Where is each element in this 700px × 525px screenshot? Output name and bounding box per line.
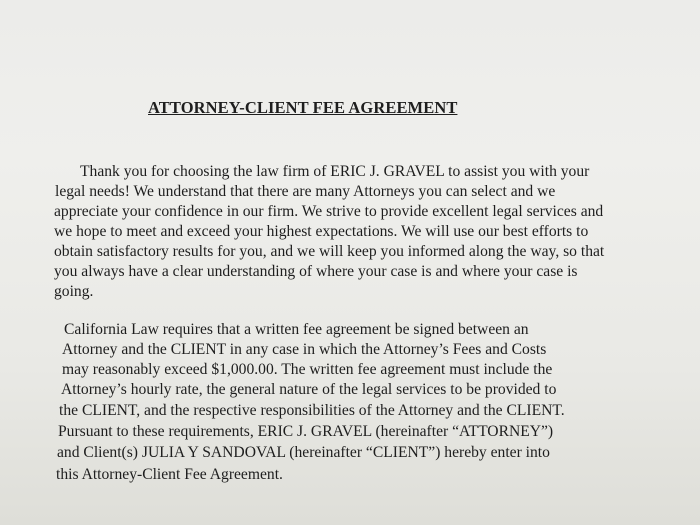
paragraph-line: going.	[54, 283, 94, 300]
paragraph-line: legal needs! We understand that there are many Attorneys you can select and we	[55, 183, 556, 200]
paragraph-line: we hope to meet and exceed your highest expectations. We will use our best efforts to	[54, 223, 589, 240]
paragraph-line: Pursuant to these requirements, ERIC J. GRAVEL (hereinafter “ATTORNEY”)	[58, 423, 554, 440]
document-title: ATTORNEY-CLIENT FEE AGREEMENT	[148, 98, 458, 117]
paragraph-line: appreciate your confidence in our firm. We strive to provide excellent legal services and	[54, 203, 604, 220]
paragraph-line: Thank you for choosing the law firm of ERIC J. GRAVEL to assist you with your	[80, 163, 590, 180]
paragraph-line: Attorney’s hourly rate, the general nature of the legal services to be provided to	[61, 381, 557, 398]
paragraph-line: you always have a clear understanding of where your case is and where your case is	[54, 263, 578, 280]
paragraph-line: and Client(s) JULIA Y SANDOVAL (hereinafter “CLIENT”) hereby enter into	[57, 444, 550, 461]
paragraph-line: Attorney and the CLIENT in any case in which the Attorney’s Fees and Costs	[62, 341, 547, 358]
paragraph-line: the CLIENT, and the respective responsibilities of the Attorney and the CLIENT.	[59, 402, 565, 419]
paragraph-line: obtain satisfactory results for you, and we will keep you informed along the way, so that	[54, 243, 605, 260]
paragraph-line: California Law requires that a written fee agreement be signed between an	[64, 321, 529, 338]
paragraph-line: may reasonably exceed $1,000.00. The written fee agreement must include the	[62, 361, 553, 378]
paragraph-line: this Attorney-Client Fee Agreement.	[56, 466, 283, 483]
